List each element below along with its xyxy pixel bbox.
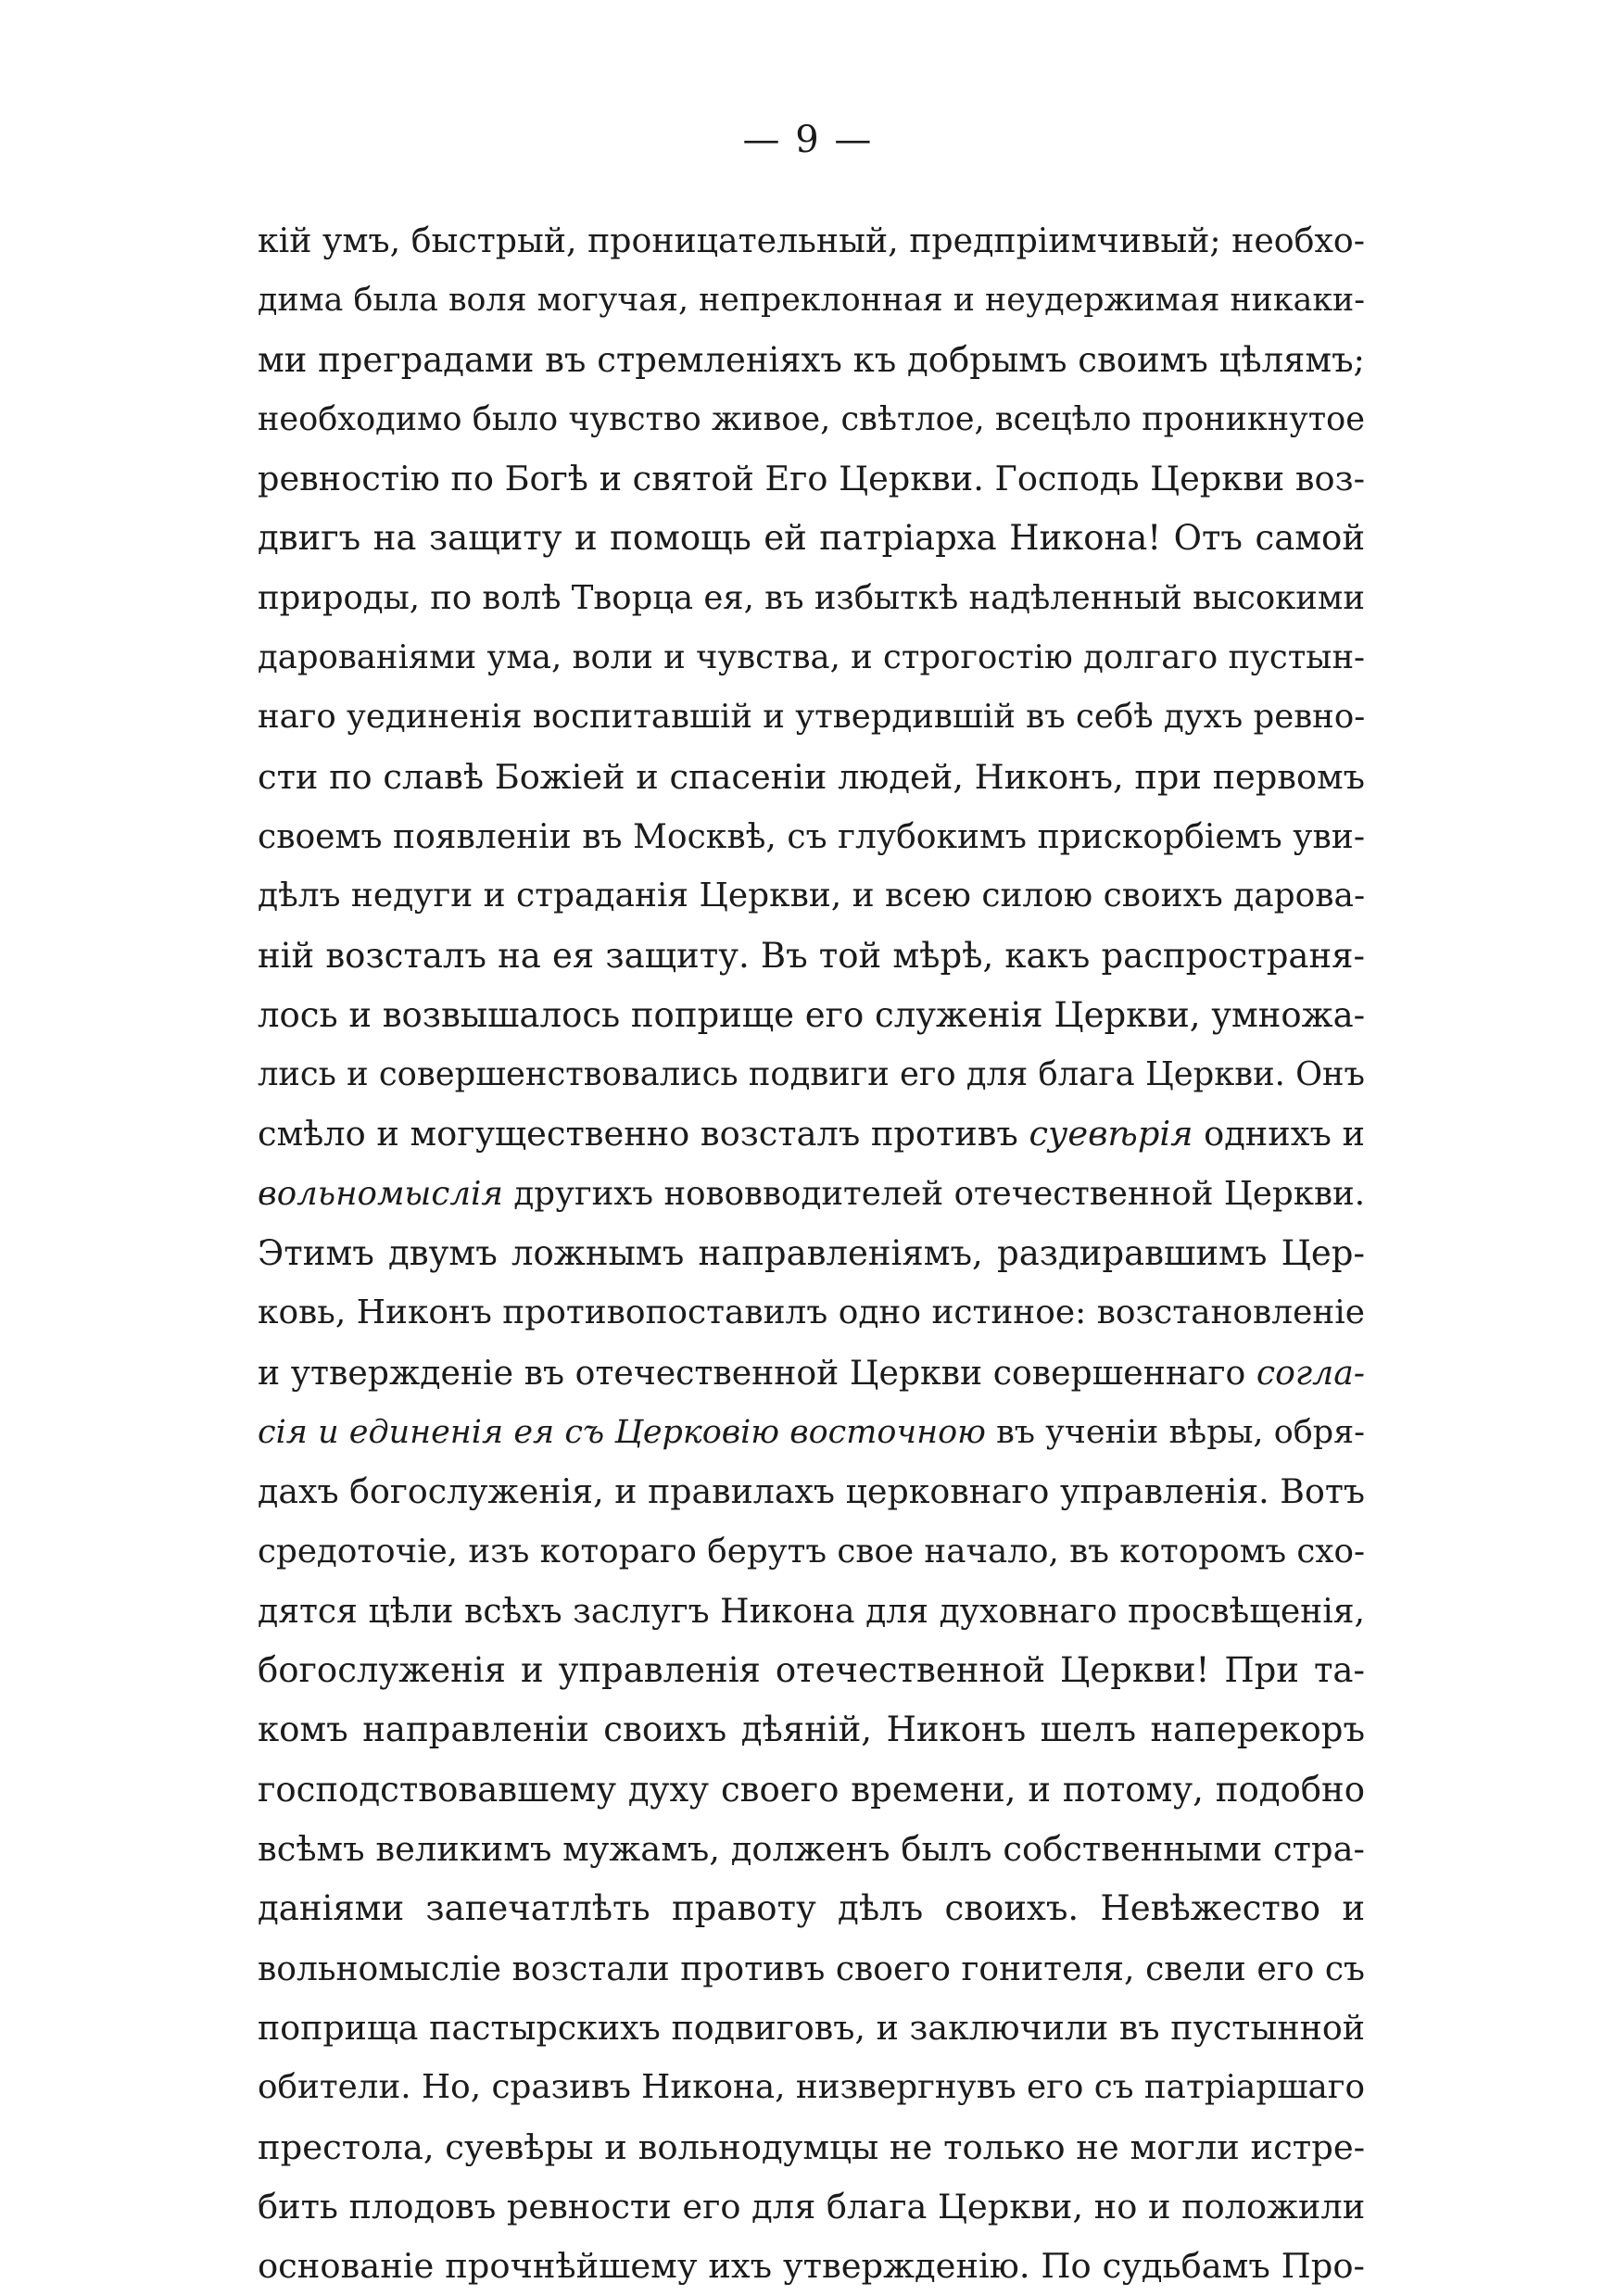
text-line	[258, 1700, 1365, 1760]
text-line	[258, 927, 1365, 986]
text-segment: Этимъ двумъ ложнымъ направленіямъ, раздиравшимъ Цер-	[258, 1233, 1365, 1274]
text-line	[258, 1462, 1365, 1521]
text-line	[258, 1641, 1365, 1700]
text-line	[258, 1582, 1365, 1641]
text-segment: лось и возвышалось поприще его служенія Церкви, умножа-	[258, 994, 1365, 1035]
text-line	[258, 390, 1365, 449]
text-line	[258, 807, 1365, 866]
text-line	[258, 1045, 1365, 1104]
text-segment: дахъ богослуженія, и правилахъ церковнаго управленія. Вотъ	[258, 1471, 1365, 1512]
text-segment: наго уединенія воспитавшій и утвердившій въ себѣ духъ ревно-	[258, 698, 1365, 737]
text-segment: средоточіе, изъ котораго берутъ свое начало, въ которомъ схо-	[258, 1532, 1365, 1571]
text-segment: богослуженія и управленія отечественной Церкви! При та-	[258, 1650, 1365, 1691]
text-segment: вольномысліе возстали противъ своего гонителя, свели его съ	[258, 1949, 1365, 1988]
text-segment: въ ученіи вѣры, обря-	[985, 1413, 1365, 1451]
text-line	[258, 1344, 1365, 1403]
text-segment: ковь, Никонъ противопоставилъ одно истиное: возстановленіе	[258, 1293, 1365, 1332]
text-line	[258, 1165, 1365, 1224]
text-segment: престола, суевѣры и вольнодумцы не только не могли истре-	[258, 2126, 1365, 2167]
text-line	[258, 1522, 1365, 1582]
italic-text: сія и единенія ея съ Церковію восточною	[258, 1413, 986, 1451]
text-line	[258, 986, 1365, 1045]
text-line	[258, 331, 1365, 390]
text-segment: дима была воля могучая, непреклонная и неудержимая никаки-	[258, 282, 1365, 320]
text-segment: сти по славѣ Божіей и спасеніи людей, Никонъ, при первомъ	[258, 756, 1365, 797]
text-line	[258, 1283, 1365, 1343]
text-segment: всѣмъ великимъ мужамъ, долженъ былъ собственными стра-	[258, 1829, 1365, 1870]
text-segment: лись и совершенствовались подвиги его для блага Церкви. Онъ	[258, 1055, 1365, 1094]
text-segment: бить плодовъ ревности его для блага Церкви, но и положили	[258, 2186, 1365, 2227]
text-line	[258, 1999, 1365, 2058]
text-segment: необходимо было чувство живое, свѣтлое, всецѣло проникнутое	[258, 399, 1365, 438]
text-line	[258, 1104, 1365, 1164]
text-line	[258, 2237, 1365, 2296]
text-line	[258, 628, 1365, 688]
text-line	[258, 748, 1365, 807]
text-line	[258, 569, 1365, 628]
page-number: — 9 —	[742, 119, 874, 161]
text-line	[258, 449, 1365, 509]
text-line	[258, 688, 1365, 747]
text-line	[258, 2058, 1365, 2117]
text-line	[258, 866, 1365, 926]
text-line	[258, 1879, 1365, 1938]
text-line	[258, 509, 1365, 568]
text-line	[258, 271, 1365, 330]
text-line	[258, 1760, 1365, 1820]
italic-text: согла-	[1256, 1352, 1365, 1393]
text-line	[258, 211, 1365, 271]
text-segment: дѣлъ недуги и страданія Церкви, и всею силою своихъ дарова-	[258, 877, 1365, 915]
text-segment: ми преградами въ стремленіяхъ къ добрымъ своимъ цѣлямъ;	[258, 339, 1365, 380]
text-segment: основаніе прочнѣйшему ихъ утвержденію. По судьбамъ Про-	[258, 2246, 1365, 2287]
text-segment: дятся цѣли всѣхъ заслугъ Никона для духовнаго просвѣщенія,	[258, 1591, 1365, 1631]
text-segment: и утвержденіе въ отечественной Церкви совершеннаго	[258, 1352, 1256, 1393]
text-segment: смѣло и могущественно возсталъ противъ	[258, 1114, 1029, 1154]
text-line	[258, 1820, 1365, 1879]
text-line	[258, 1403, 1365, 1462]
text-segment: двигъ на защиту и помощь ей патріарха Никона! Отъ самой	[258, 518, 1365, 559]
text-segment: комъ направленіи своихъ дѣяній, Никонъ шелъ наперекоръ	[258, 1709, 1365, 1750]
italic-text: суевѣрія	[1029, 1114, 1193, 1154]
text-segment: даніями запечатлѣть правоту дѣлъ своихъ. Невѣжество и	[258, 1888, 1365, 1929]
text-segment: поприща пастырскихъ подвиговъ, и заключили въ пустынной	[258, 2007, 1365, 2048]
text-segment: господствовавшему духу своего времени, и потому, подобно	[258, 1769, 1365, 1810]
text-segment: однихъ и	[1193, 1114, 1365, 1154]
body-text	[258, 211, 1365, 2296]
text-segment: другихъ нововводителей отечественной Церкви.	[502, 1174, 1365, 1213]
text-segment: кій умъ, быстрый, проницательный, предпріимчивый; необхо-	[258, 221, 1365, 260]
text-segment: ній возсталъ на ея защиту. Въ той мѣрѣ, какъ распространя-	[258, 935, 1365, 976]
text-segment: своемъ появленіи въ Москвѣ, съ глубокимъ прискорбіемъ уви-	[258, 816, 1365, 856]
italic-text: вольномыслія	[258, 1174, 503, 1213]
text-line	[258, 1224, 1365, 1283]
text-line	[258, 1939, 1365, 1999]
text-segment: ревностію по Богѣ и святой Его Церкви. Господь Церкви воз-	[258, 459, 1365, 499]
text-segment: дарованіями ума, воли и чувства, и строгостію долгаго пустын-	[258, 638, 1365, 677]
text-segment: природы, по волѣ Творца ея, въ избыткѣ надѣленный высокими	[258, 578, 1365, 617]
text-segment: обители. Но, сразивъ Никона, низвергнувъ его съ патріаршаго	[258, 2068, 1365, 2107]
text-line	[258, 2118, 1365, 2177]
